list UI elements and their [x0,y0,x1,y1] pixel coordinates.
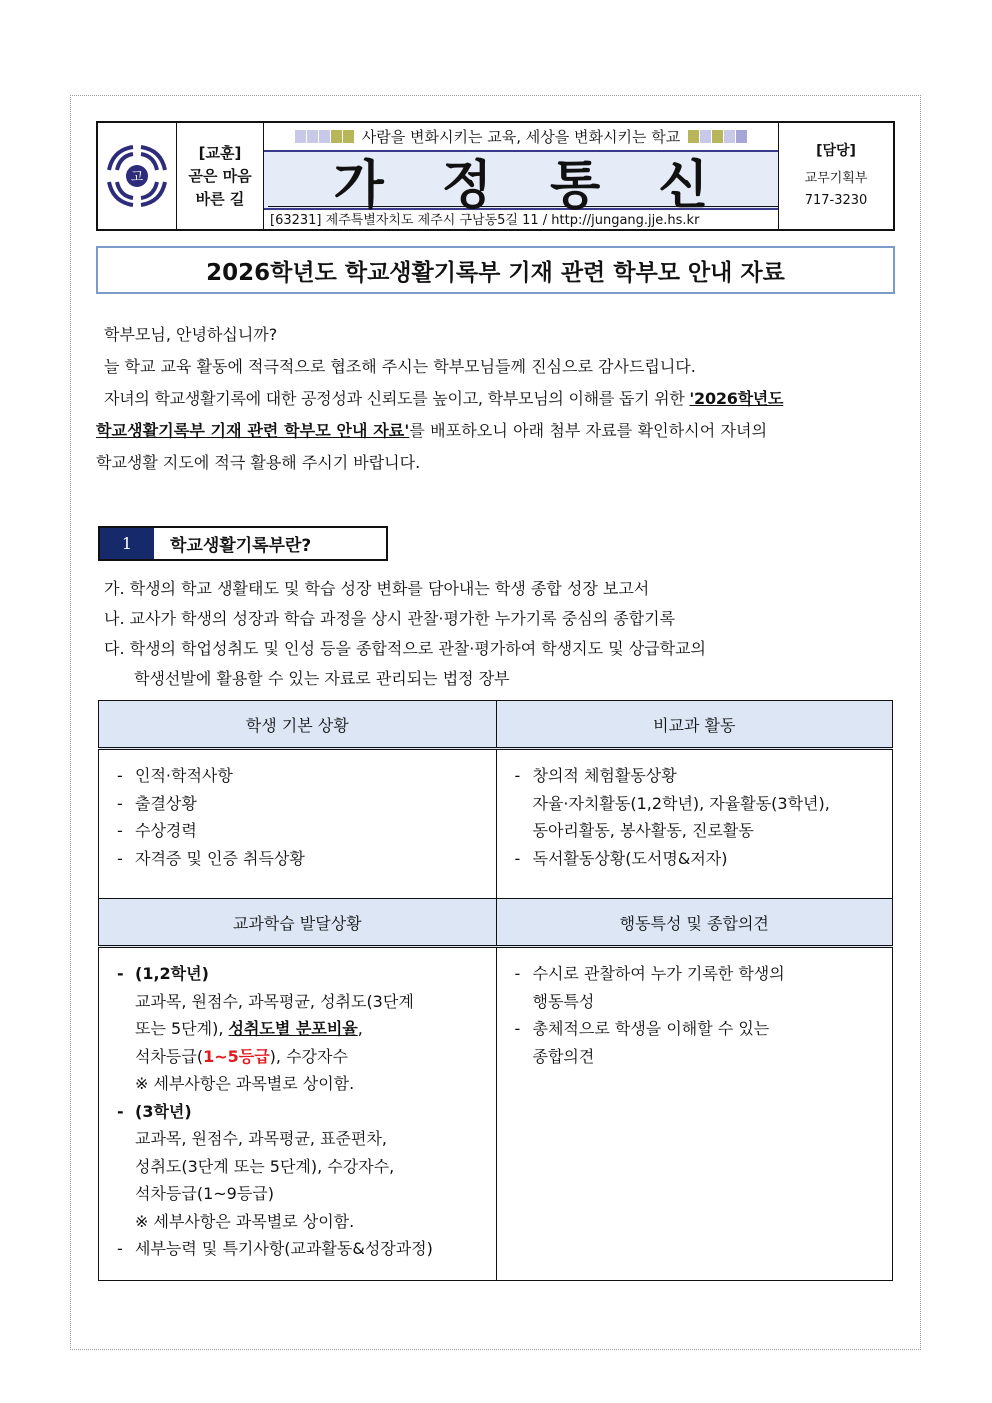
decor-squares-right [688,130,747,143]
note: ※ 세부사항은 과목별로 상이함. [135,1074,355,1093]
list-item: - (1,2학년) [117,964,209,983]
section-label: 학교생활기록부란? [170,536,312,556]
list-item: 다. 학생의 학업성취도 및 인성 등을 종합적으로 관찰·평가하여 학생지도 및 상급학교의 [104,639,706,658]
table-header-behavior: 행동특성 및 종합의견 [496,899,893,947]
list-item: - 인적·학적사항 [117,766,233,785]
list-item: - 수상경력 [117,821,197,840]
logo-char: 고 [130,170,144,185]
greeting: 학부모님, 안녕하십니까? [104,325,278,344]
highlight-title-1: '2026학년도 [689,389,784,408]
distribution-ratio-highlight: 성취도별 분포비율 [228,1019,358,1038]
list-item: - 출결상황 [117,793,197,813]
intro-line-3: 자녀의 학교생활기록에 대한 공정성과 신뢰도를 높이고, 학부모님의 이해를 돕기 위한 '2026학년도 [104,389,784,408]
motto-label: [교훈] [198,143,242,162]
newsletter-title: 가정통신 [333,155,767,216]
record-contents-table [98,700,893,1281]
list-item-detail: 교과목, 원점수, 과목평균, 표준편차, [135,1129,387,1148]
basic-info-cell [99,749,497,899]
list-item: - 총체적으로 학생을 이해할 수 있는 [514,1019,770,1038]
contact-box [779,123,893,229]
list-item: - (3학년) [117,1101,192,1121]
grade-range-highlight: 1~5등급 [203,1046,270,1066]
school-logo-icon [103,142,171,210]
section-number: 1 [100,528,154,559]
decor-squares-left [295,130,354,143]
title-block [264,123,779,229]
school-logo [98,123,177,229]
document-title: 2026학년도 학교생활기록부 기재 관련 학부모 안내 자료 [96,246,895,294]
contact-phone: 717-3230 [804,193,868,208]
list-item-detail: 동아리활동, 봉사활동, 진로활동 [532,821,754,840]
list-item-detail: 자율·자치활동(1,2학년), 자율활동(3학년), [532,793,830,813]
list-item-detail: 행동특성 [532,991,595,1011]
table-header-extracurricular: 비교과 활동 [496,701,893,749]
motto-line1: 곧은 마음 [188,166,252,185]
intro-line-4: 학교생활기록부 기재 관련 학부모 안내 자료'를 배포하오니 아래 첨부 자료를 확인하시어 자녀의 [96,421,768,440]
list-item-detail: 또는 5단계), 성취도별 분포비율, [135,1019,363,1038]
section-1-heading [98,526,388,561]
note: ※ 세부사항은 과목별로 상이함. [135,1211,355,1231]
intro-text [96,319,896,479]
motto-line2: 바른 길 [195,189,245,208]
newsletter-header [96,121,895,231]
contact-dept: 교무기획부 [804,171,868,186]
school-address: [63231] 제주특별자치도 제주시 구남동5길 11 / http://jungang.jje.hs.kr [268,206,778,229]
list-item-detail: 성취도(3단계 또는 5단계), 수강자수, [135,1156,395,1176]
list-item: - 자격증 및 인증 취득상황 [117,848,305,868]
list-item-detail: 교과목, 원점수, 과목평균, 성취도(3단계 [135,991,414,1011]
extracurricular-cell [496,749,893,899]
list-item-detail: 석차등급(1~5등급), 수강자수 [135,1046,348,1066]
table-header-academic: 교과학습 발달상황 [99,899,497,947]
intro-line-2: 늘 학교 교육 활동에 적극적으로 협조해 주시는 학부모님들께 진심으로 감사드립니다. [104,357,696,376]
list-item: - 독서활동상황(도서명&저자) [514,848,728,868]
highlight-title-2: 학교생활기록부 기재 관련 학부모 안내 자료' [96,421,410,440]
behavior-cell [496,947,893,1281]
list-item: - 세부능력 및 특기사항(교과활동&성장과정) [117,1239,433,1258]
slogan-text: 사람을 변화시키는 교육, 세상을 변화시키는 학교 [361,127,681,146]
table-header-basic: 학생 기본 상황 [99,701,497,749]
motto-box [177,123,264,229]
newsletter-title-box [264,150,778,216]
intro-line-5: 학교생활 지도에 적극 활용해 주시기 바랍니다. [96,453,421,472]
list-item: 학생선발에 활용할 수 있는 자료로 관리되는 법정 장부 [134,669,510,688]
academic-cell [99,947,497,1281]
list-item: 가. 학생의 학교 생활태도 및 학습 성장 변화를 담아내는 학생 종합 성장 보고서 [104,579,650,598]
list-item: - 수시로 관찰하여 누가 기록한 학생의 [514,964,785,983]
list-item: - 창의적 체험활동상황 [514,766,677,785]
list-item-detail: 석차등급(1~9등급) [135,1184,274,1203]
list-item: 나. 교사가 학생의 성장과 학습 과정을 상시 관찰·평가한 누가기록 중심의 종합기록 [104,609,676,628]
list-item-detail: 종합의견 [532,1046,595,1066]
contact-label: [담당] [816,143,856,159]
section-1-items [104,574,894,694]
